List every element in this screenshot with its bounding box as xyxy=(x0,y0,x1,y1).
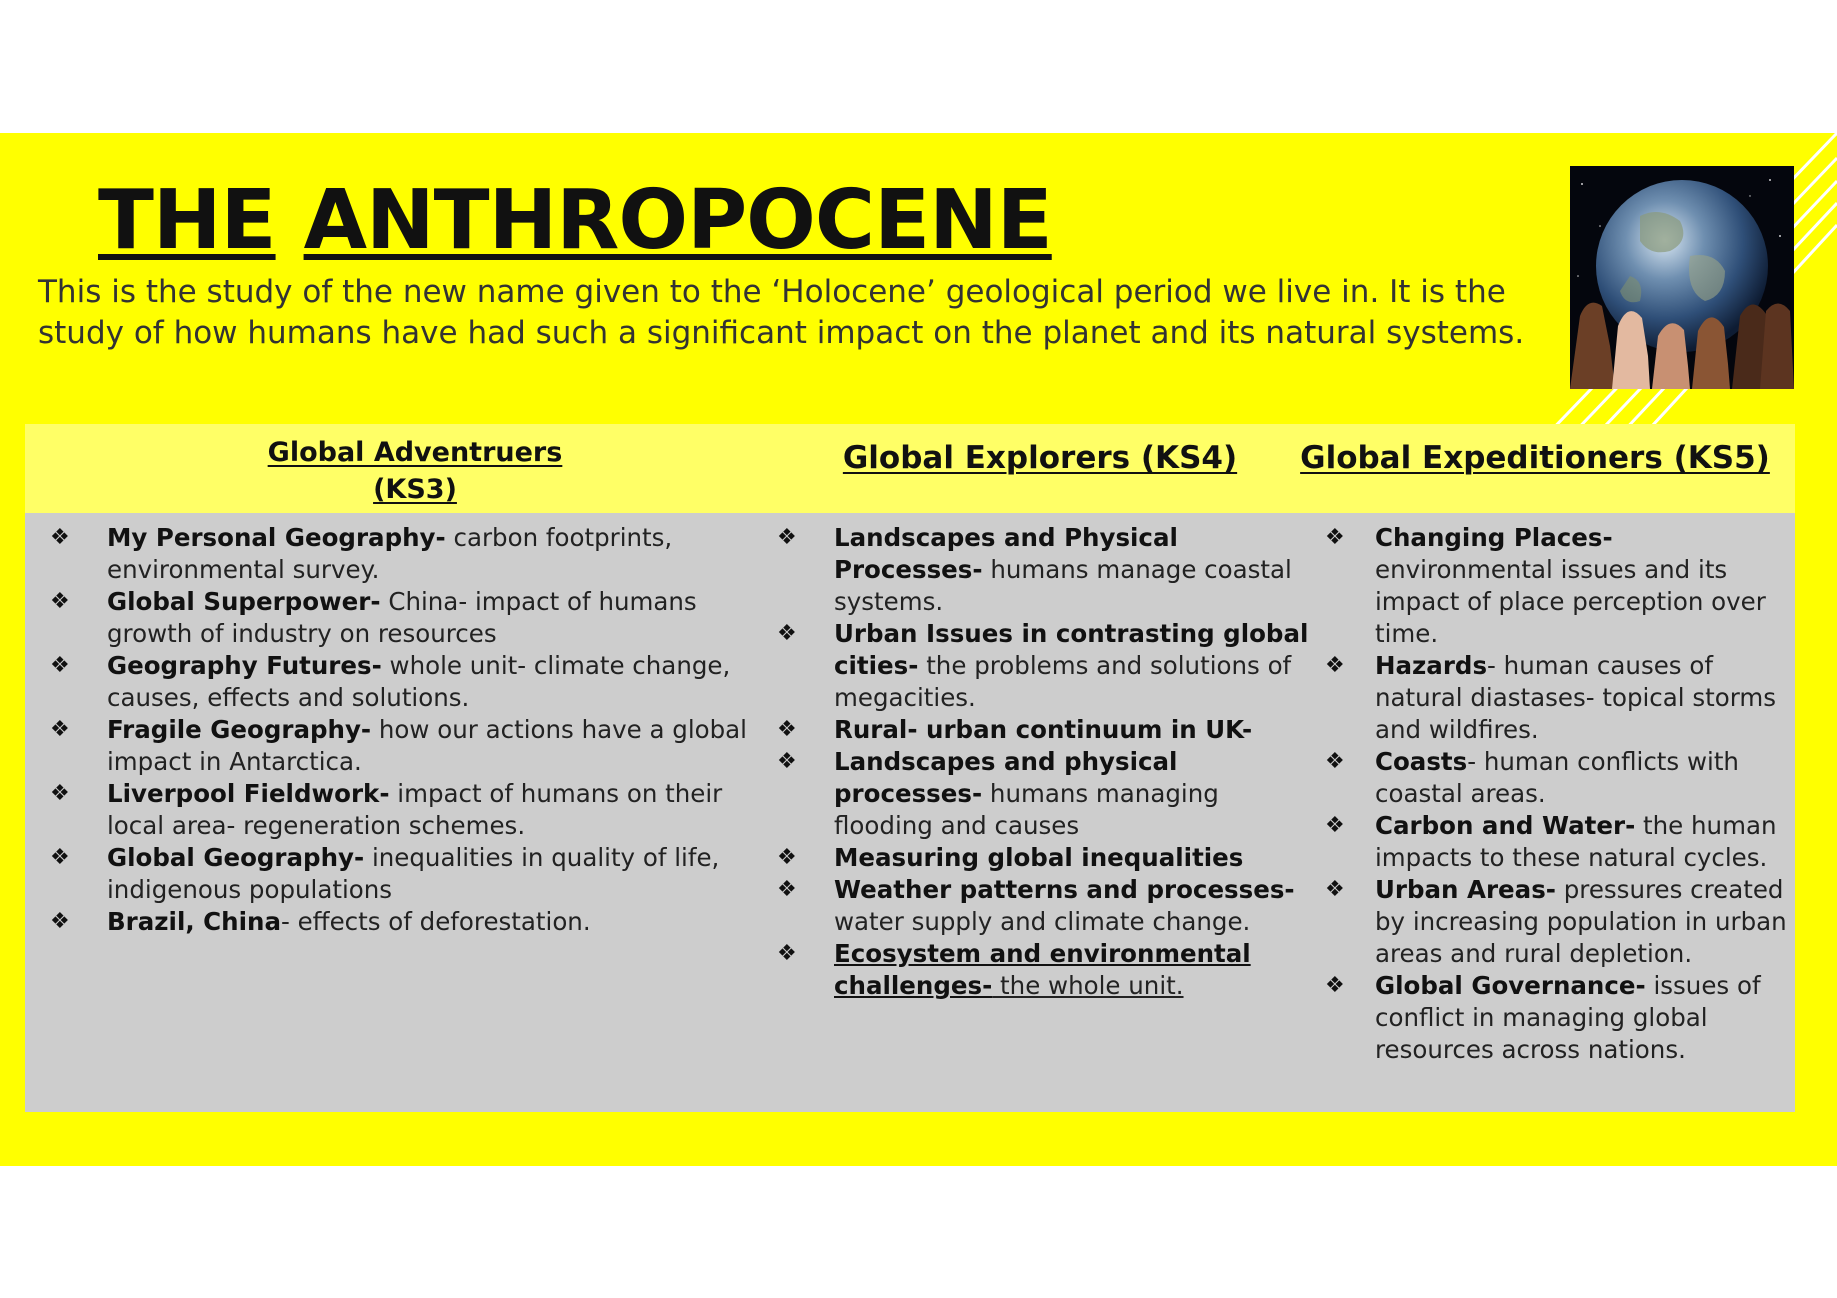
list-item: ❖ Landscapes and physical processes- humans managing flooding and causes xyxy=(767,746,1319,842)
list-item: ❖ Geography Futures- whole unit- climate change, causes, effects and solutions. xyxy=(40,650,760,714)
ks5-topic-list xyxy=(1315,522,1795,1066)
list-item: ❖ Rural- urban continuum in UK- xyxy=(767,714,1319,746)
list-item: ❖ Hazards- human causes of natural diastases- topical storms and wildfires. xyxy=(1315,650,1795,746)
column-heading-ks4: Global Explorers (KS4) xyxy=(842,440,1238,476)
list-item: ❖ Changing Places- environmental issues and its impact of place perception over time. xyxy=(1315,522,1795,650)
column-heading-ks5: Global Expeditioners (KS5) xyxy=(1300,440,1770,476)
list-item: ❖ Measuring global inequalities xyxy=(767,842,1319,874)
list-item: ❖ Carbon and Water- the human impacts to these natural cycles. xyxy=(1315,810,1795,874)
title-word-the: THE xyxy=(98,173,276,268)
list-item: ❖ Brazil, China- effects of deforestation. xyxy=(40,906,760,938)
list-item: ❖ Weather patterns and processes- water supply and climate change. xyxy=(767,874,1319,938)
list-item: ❖ Global Geography- inequalities in quality of life, indigenous populations xyxy=(40,842,760,906)
list-item: ❖ My Personal Geography- carbon footprints, environmental survey. xyxy=(40,522,760,586)
ks4-topic-list xyxy=(767,522,1319,1002)
list-item: ❖ Ecosystem and environmental challenges- the whole unit. xyxy=(767,938,1319,1002)
list-item: ❖ Global Superpower- China- impact of humans growth of industry on resources xyxy=(40,586,760,650)
table-header-row xyxy=(25,424,1795,513)
list-item: ❖ Global Governance- issues of conflict in managing global resources across nations. xyxy=(1315,970,1795,1066)
earth-hands-image xyxy=(1570,166,1794,389)
list-item: ❖ Landscapes and Physical Processes- humans manage coastal systems. xyxy=(767,522,1319,618)
list-item: ❖ Urban Issues in contrasting global cities- the problems and solutions of megacities. xyxy=(767,618,1319,714)
intro-text: This is the study of the new name given to the ‘Holocene’ geological period we live in. It is the study of how humans have had such a significant impact on the planet and its natural systems. xyxy=(38,274,1525,351)
curriculum-table xyxy=(25,424,1795,1112)
title-word-anthropocene: ANTHROPOCENE xyxy=(303,173,1052,268)
list-item: ❖ Coasts- human conflicts with coastal areas. xyxy=(1315,746,1795,810)
list-item: ❖ Fragile Geography- how our actions have a global impact in Antarctica. xyxy=(40,714,760,778)
page-title xyxy=(98,173,1052,269)
column-heading-ks3: Global Adventruers (KS3) xyxy=(267,437,563,505)
list-item: ❖ Liverpool Fieldwork- impact of humans on their local area- regeneration schemes. xyxy=(40,778,760,842)
list-item: ❖ Urban Areas- pressures created by increasing population in urban areas and rural depletion. xyxy=(1315,874,1795,970)
ks3-topic-list xyxy=(40,522,760,938)
